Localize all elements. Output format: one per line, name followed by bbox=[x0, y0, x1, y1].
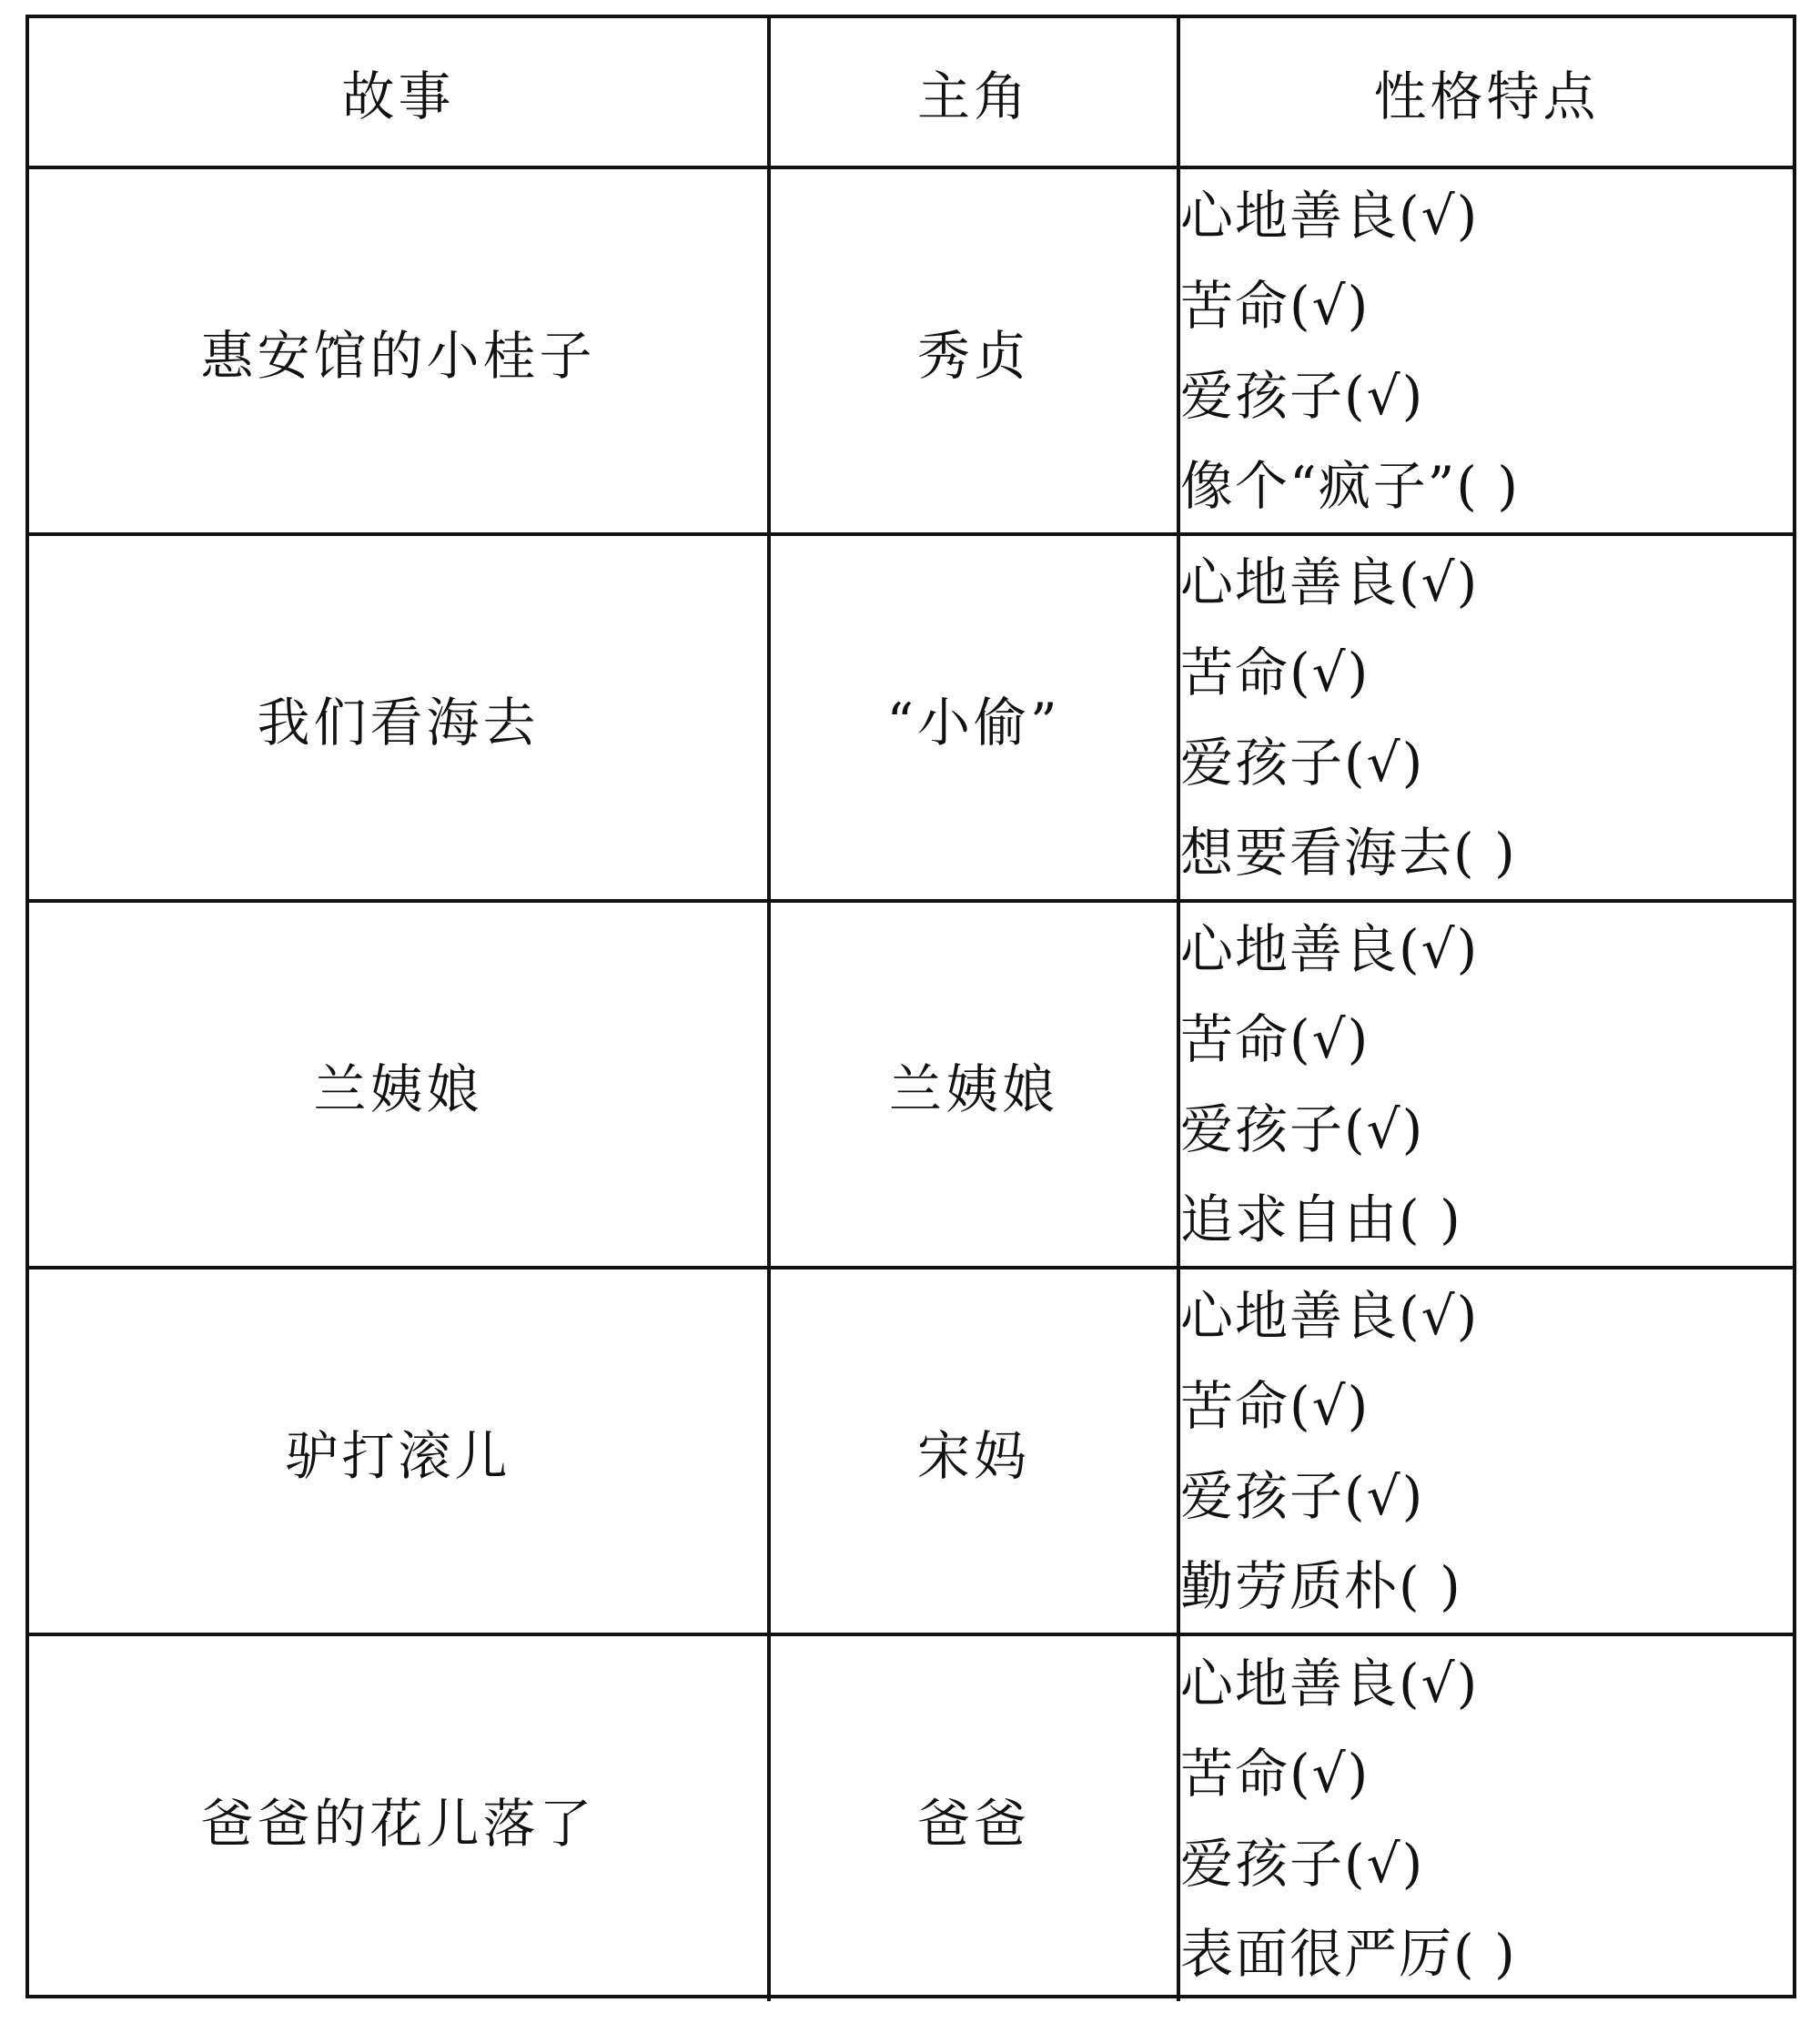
trait-item: 爱孩子(√) bbox=[1180, 364, 1425, 427]
trait-item: 苦命(√) bbox=[1180, 1742, 1370, 1805]
trait-item: 像个“疯子”( ) bbox=[1180, 454, 1520, 517]
trait-item: 爱孩子(√) bbox=[1180, 1464, 1425, 1527]
trait-item: 追求自由( ) bbox=[1180, 1188, 1462, 1250]
trait-item: 心地善良(√) bbox=[1180, 1284, 1480, 1347]
header-lead: 主角 bbox=[769, 18, 1178, 167]
lead-character-cell: 爸爸 bbox=[769, 1634, 1178, 2001]
story-cell: 惠安馆的小桂子 bbox=[29, 167, 769, 534]
trait-item: 苦命(√) bbox=[1180, 641, 1370, 703]
trait-list bbox=[1180, 905, 1793, 1265]
traits-cell bbox=[1178, 167, 1793, 534]
trait-item: 勤劳质朴( ) bbox=[1180, 1554, 1462, 1617]
table-row bbox=[29, 901, 1793, 1268]
trait-item: 爱孩子(√) bbox=[1180, 1832, 1425, 1895]
trait-item: 苦命(√) bbox=[1180, 1374, 1370, 1437]
table-row bbox=[29, 167, 1793, 534]
story-cell: 爸爸的花儿落了 bbox=[29, 1634, 769, 2001]
table-row bbox=[29, 1634, 1793, 2001]
table-header-row bbox=[29, 18, 1793, 167]
trait-item: 想要看海去( ) bbox=[1180, 821, 1517, 884]
trait-item: 心地善良(√) bbox=[1180, 1652, 1480, 1714]
trait-item: 表面很严厉( ) bbox=[1180, 1922, 1517, 1985]
table-row bbox=[29, 534, 1793, 901]
trait-item: 心地善良(√) bbox=[1180, 184, 1480, 247]
character-trait-table bbox=[29, 18, 1793, 2001]
trait-item: 苦命(√) bbox=[1180, 274, 1370, 337]
trait-list bbox=[1180, 171, 1793, 531]
header-story: 故事 bbox=[29, 18, 769, 167]
traits-cell bbox=[1178, 901, 1793, 1268]
header-traits: 性格特点 bbox=[1178, 18, 1793, 167]
trait-list bbox=[1180, 1271, 1793, 1632]
lead-character-cell: “小偷” bbox=[769, 534, 1178, 901]
table-row bbox=[29, 1268, 1793, 1634]
trait-item: 心地善良(√) bbox=[1180, 551, 1480, 613]
story-cell: 兰姨娘 bbox=[29, 901, 769, 1268]
traits-cell bbox=[1178, 534, 1793, 901]
story-cell: 驴打滚儿 bbox=[29, 1268, 769, 1634]
character-table-container bbox=[25, 15, 1796, 1998]
trait-list bbox=[1180, 538, 1793, 898]
lead-character-cell: 秀贞 bbox=[769, 167, 1178, 534]
trait-item: 心地善良(√) bbox=[1180, 917, 1480, 980]
story-cell: 我们看海去 bbox=[29, 534, 769, 901]
traits-cell bbox=[1178, 1268, 1793, 1634]
trait-item: 苦命(√) bbox=[1180, 1007, 1370, 1070]
trait-item: 爱孩子(√) bbox=[1180, 1097, 1425, 1160]
lead-character-cell: 宋妈 bbox=[769, 1268, 1178, 1634]
lead-character-cell: 兰姨娘 bbox=[769, 901, 1178, 1268]
traits-cell bbox=[1178, 1634, 1793, 2001]
trait-list bbox=[1180, 1639, 1793, 1999]
trait-item: 爱孩子(√) bbox=[1180, 731, 1425, 794]
